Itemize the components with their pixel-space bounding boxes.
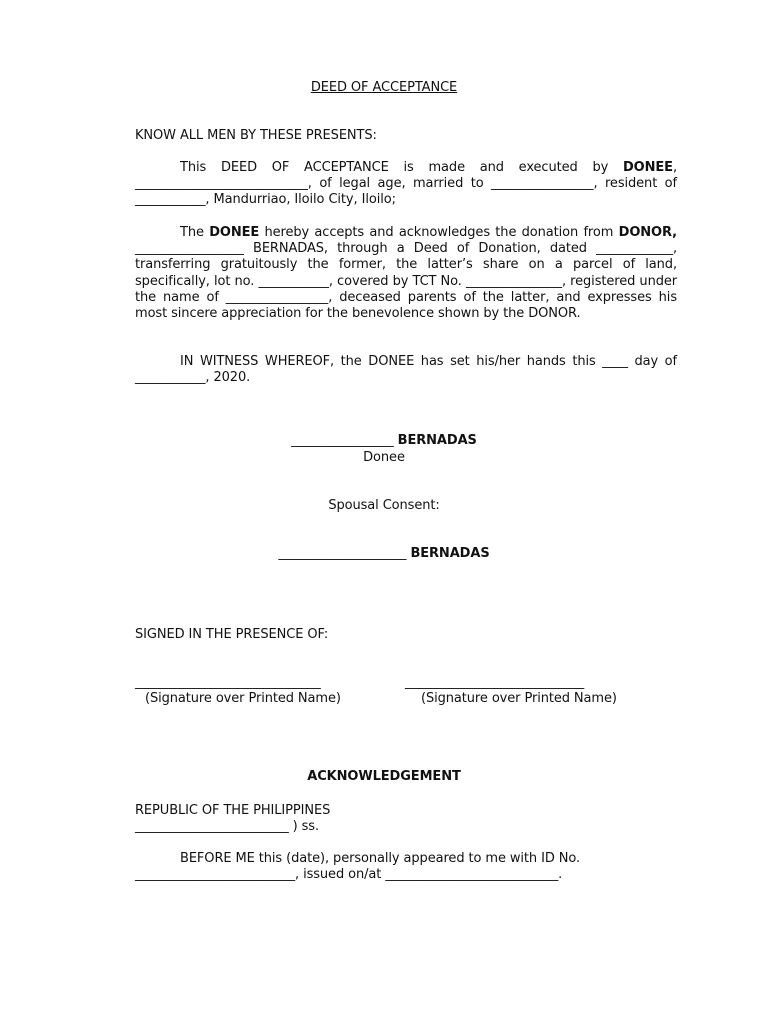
donee-sig-blank: ________________ xyxy=(291,433,398,448)
paragraph-parties xyxy=(135,160,677,209)
witness2-line: ____________________________ xyxy=(405,675,585,690)
p1-text-a: This DEED OF ACCEPTANCE is made and executed by xyxy=(180,160,623,175)
spousal-consent-label: Spousal Consent: xyxy=(328,498,440,513)
donee-role: Donee xyxy=(363,450,405,465)
salutation: KNOW ALL MEN BY THESE PRESENTS: xyxy=(135,128,377,143)
spouse-signature-line xyxy=(0,546,768,562)
witness2-caption: (Signature over Printed Name) xyxy=(421,691,617,706)
acknowledgement-title: ACKNOWLEDGEMENT xyxy=(307,769,461,784)
p1-text-b: , ___________________________, of legal age, married to ________________, resident of ___________, Mandurriao, Iloilo City, Iloilo; xyxy=(135,160,677,208)
donee-signature-line xyxy=(0,433,768,449)
ss-line: ________________________ ) ss. xyxy=(135,819,320,834)
witness1-caption: (Signature over Printed Name) xyxy=(145,691,341,706)
before-me-line1: BEFORE ME this (date), personally appeared to me with ID No. xyxy=(180,851,581,866)
witness1-line: _____________________________ xyxy=(135,675,321,690)
p2-text-c: _________________ BERNADAS, through a Deed of Donation, dated ____________, transferring gratuitously the former, the latter’s share on a parcel of land, specifically, lot no. ___________, covered by TCT No. _______________, registered under the name of ________________, deceased parents of the latter, and expresses his most sincere appreciation for the benevolence shown by the DONOR. xyxy=(135,241,677,322)
paragraph-acceptance xyxy=(135,225,677,322)
p2-donee-bold: DONEE xyxy=(209,225,260,240)
spouse-sig-blank: ____________________ xyxy=(278,546,411,561)
spouse-sig-name: BERNADAS xyxy=(410,546,490,561)
document-title: DEED OF ACCEPTANCE xyxy=(310,80,458,95)
republic-line: REPUBLIC OF THE PHILIPPINES xyxy=(135,803,331,818)
p1-donee-bold: DONEE xyxy=(622,160,673,175)
p2-text-b: hereby accepts and acknowledges the donation from xyxy=(259,225,619,240)
p2-donor-bold: DONOR, xyxy=(618,225,677,240)
presence-label: SIGNED IN THE PRESENCE OF: xyxy=(135,627,329,642)
paragraph-witness: IN WITNESS WHEREOF, the DONEE has set his/her hands this ____ day of ___________, 2020. xyxy=(135,354,677,386)
p2-text-a: The xyxy=(180,225,210,240)
before-me-line2: _________________________, issued on/at ___________________________. xyxy=(135,867,563,882)
donee-sig-name: BERNADAS xyxy=(397,433,477,448)
